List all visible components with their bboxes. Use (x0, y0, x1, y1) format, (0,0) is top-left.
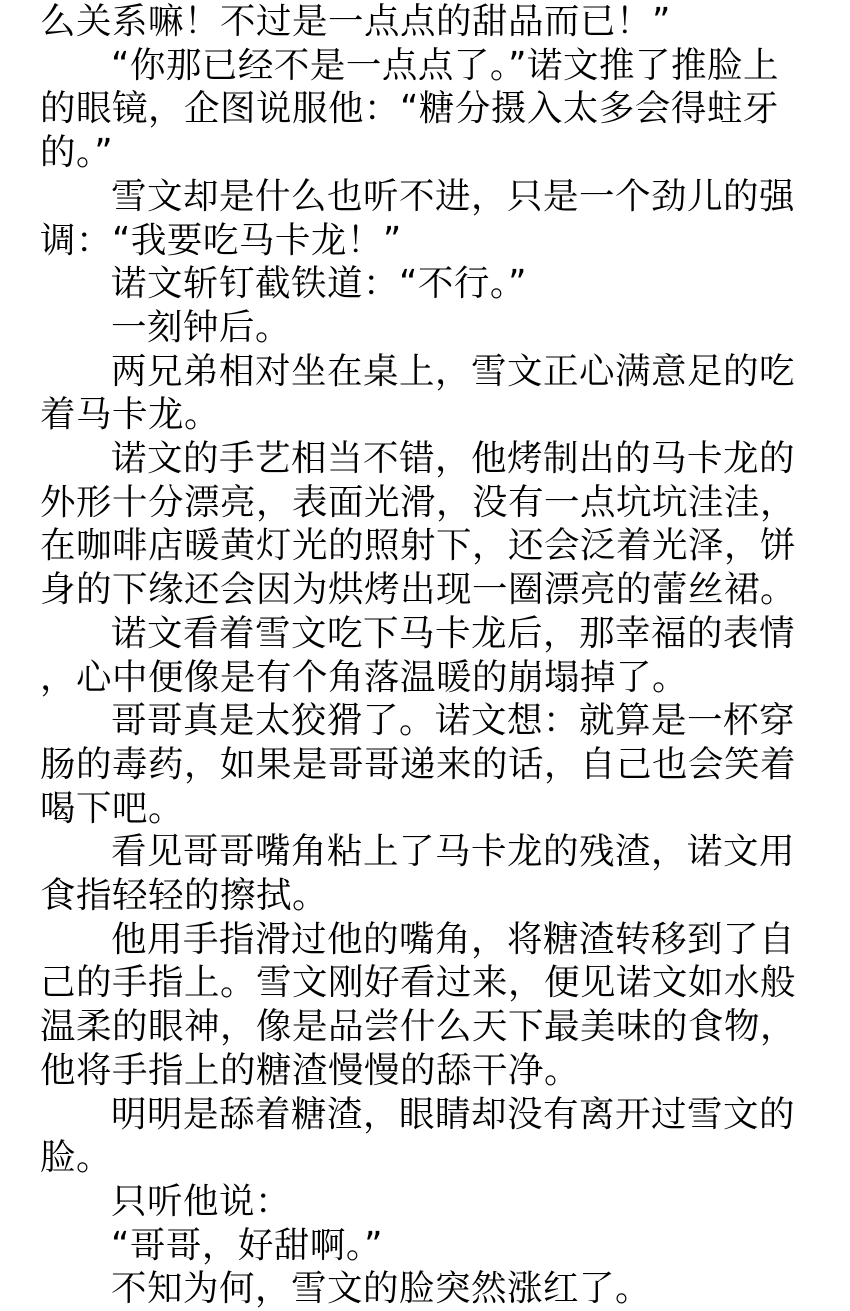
paragraph: 一刻钟后。 (111, 306, 292, 348)
paragraph: 雪文却是什么也听不进，只是一个劲儿的强调：“我要吃马卡龙！” (40, 175, 796, 261)
paragraph: 么关系嘛！不过是一点点的甜品而已！” (40, 1, 671, 42)
paragraph: “你那已经不是一点点了。”诺文推了推脸上的眼镜，企图说服他：“糖分摄入太多会得蛀牙的。” (40, 44, 780, 174)
paragraph: 不知为何，雪文的脸突然涨红了。 (111, 1268, 652, 1310)
paragraph: 哥哥真是太狡猾了。诺文想：就算是一杯穿肠的毒药，如果是哥哥递来的话，自己也会笑着喝下吧。 (40, 700, 797, 829)
paragraph: 诺文的手艺相当不错，他烤制出的马卡龙的外形十分漂亮，表面光滑，没有一点坑坑洼洼，在咖啡店暖黄灯光的照射下，还会泛着光泽，饼身的下缘还会因为烘烤出现一圈漂亮的蕾丝裙。 (40, 438, 797, 611)
paragraph: 诺文斩钉截铁道：“不行。” (111, 263, 528, 305)
paragraph: “哥哥，好甜啊。” (111, 1224, 384, 1266)
paragraph: 明明是舔着糖渣，眼睛却没有离开过雪文的脸。 (40, 1093, 796, 1179)
text-body (40, 0, 810, 1311)
paragraph: 看见哥哥嘴角粘上了马卡龙的残渣，诺文用食指轻轻的擦拭。 (40, 831, 796, 917)
paragraph: 两兄弟相对坐在桌上，雪文正心满意足的吃着马卡龙。 (40, 350, 796, 436)
paragraph: 他用手指滑过他的嘴角，将糖渣转移到了自己的手指上。雪文刚好看过来，便见诺文如水般温柔的眼神，像是品尝什么天下最美味的食物，他将手指上的糖渣慢慢的舔干净。 (40, 918, 797, 1091)
paragraph: 只听他说： (111, 1180, 292, 1222)
paragraph: 诺文看着雪文吃下马卡龙后，那幸福的表情，心中便像是有个角落温暖的崩塌掉了。 (40, 612, 796, 698)
